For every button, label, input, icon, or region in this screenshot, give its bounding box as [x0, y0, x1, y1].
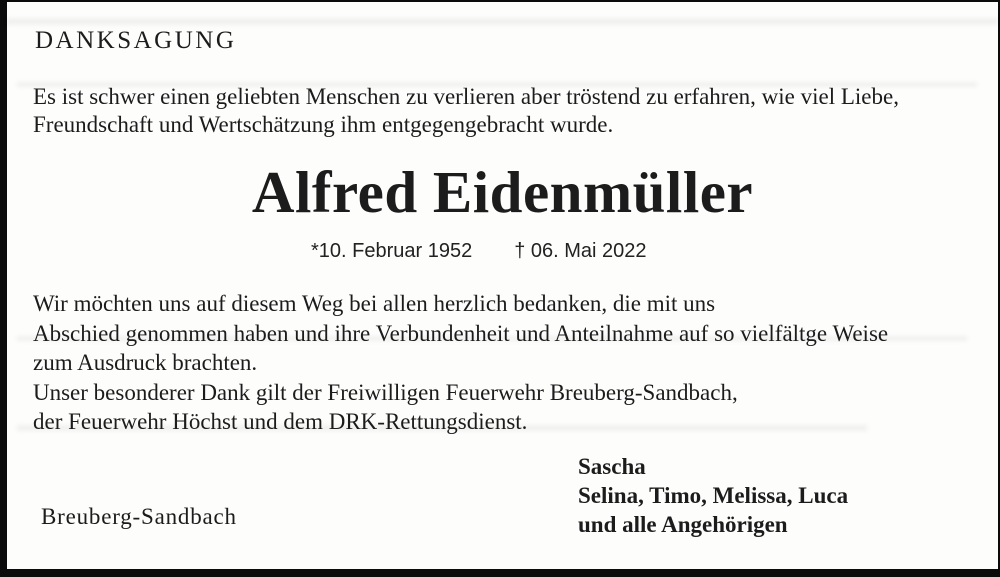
place-name: Breuberg-Sandbach	[41, 504, 237, 529]
thanks-line: Unser besonderer Dank gilt der Freiwilligen Feuerwehr Breuberg-Sandbach,	[33, 379, 738, 405]
signature-block	[578, 452, 848, 539]
thanks-paragraph	[33, 289, 888, 437]
death-date: † 06. Mai 2022	[514, 240, 647, 262]
signature-line: Selina, Timo, Melissa, Luca	[578, 483, 849, 508]
thanks-line: Wir möchten uns auf diesem Weg bei allen herzlich bedanken, die mit uns	[33, 291, 716, 316]
intro-line: Freundschaft und Wertschätzung ihm entgegengebracht wurde.	[33, 112, 614, 137]
signature-line: Sascha	[578, 454, 646, 479]
notice-type-heading: DANKSAGUNG	[35, 27, 237, 54]
thanks-line: Abschied genommen haben und ihre Verbundenheit und Anteilnahme auf so vielfältge Weise	[33, 320, 889, 346]
thanks-line: der Feuerwehr Höchst und dem DRK-Rettungsdienst.	[33, 409, 528, 435]
thanks-line: zum Ausdruck brachten.	[33, 350, 258, 376]
intro-paragraph	[33, 83, 899, 139]
scan-artifact-streak	[7, 18, 998, 25]
signature-line: und alle Angehörigen	[578, 512, 788, 537]
life-dates	[311, 240, 647, 263]
intro-line: Es ist schwer einen geliebten Menschen zu verlieren aber tröstend zu erfahren, wie viel Liebe,	[33, 84, 899, 109]
deceased-name: Alfred Eidenmüller	[251, 159, 754, 225]
birth-date: *10. Februar 1952	[311, 240, 473, 262]
